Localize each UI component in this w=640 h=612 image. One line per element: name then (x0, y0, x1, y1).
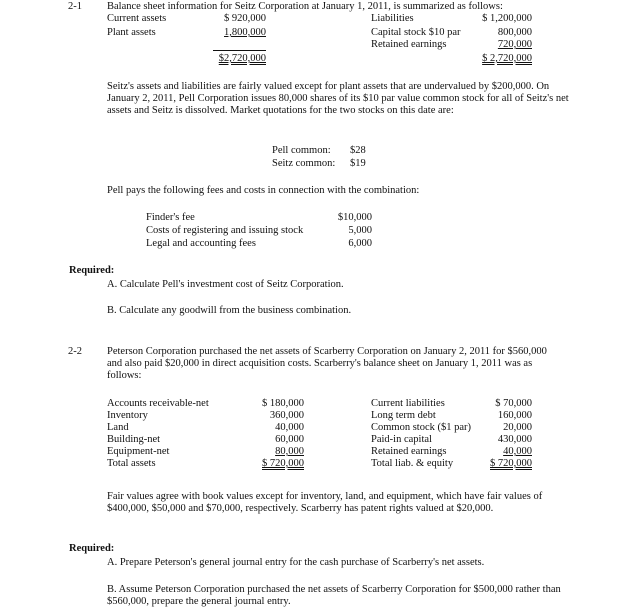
balance-value: $ 920,000 (224, 13, 266, 24)
balance-label: Total liab. & equity (371, 458, 454, 469)
problem-number: 2-2 (68, 346, 82, 357)
problem-intro: Peterson Corporation purchased the net assets of Scarberry Corporation on January 2, 2011 for $560,000 and also paid $20,000 in direct acquisition costs. Scarberry's balance sheet on January 1, 2011 was as follows: (107, 346, 547, 381)
required-item: B. Calculate any goodwill from the business combination. (107, 305, 352, 316)
balance-label: Total assets (107, 458, 156, 469)
fee-value: 6,000 (348, 238, 372, 249)
problem-narrative: Fair values agree with book values except for inventory, land, and equipment, which have fair values of $400,000, $50,000 and $70,000, respectively. Scarberry has patent rights valued at $20,000. (107, 491, 543, 514)
balance-value: 1,800,000 (224, 27, 266, 38)
problem-intro: Balance sheet information for Seitz Corporation at January 1, 2011, is summarized as follows: (107, 1, 503, 12)
balance-value: 80,000 (275, 446, 304, 457)
balance-label: Retained earnings (371, 446, 447, 457)
balance-value: 20,000 (503, 422, 532, 433)
balance-label: Equipment-net (107, 446, 170, 457)
balance-label: Retained earnings (371, 39, 447, 50)
balance-value: 40,000 (503, 446, 532, 457)
balance-value: 360,000 (269, 410, 304, 421)
balance-label: Capital stock $10 par (371, 27, 461, 38)
required-item: B. Assume Peterson Corporation purchased the net assets of Scarberry Corporation for $500,000 rather than $560,000, prepare the general journal entry. (107, 584, 561, 607)
fee-value: $10,000 (337, 212, 372, 223)
balance-label: Land (107, 422, 129, 433)
balance-value: 800,000 (497, 27, 532, 38)
balance-label: Current liabilities (371, 398, 445, 409)
required-item: A. Calculate Pell's investment cost of Seitz Corporation. (107, 279, 344, 290)
balance-value: $ 1,200,000 (482, 13, 532, 24)
balance-label: Common stock ($1 par) (371, 422, 472, 433)
balance-total: $ 720,000 (490, 458, 532, 469)
quote-label: Pell common: (272, 145, 331, 156)
balance-value: 40,000 (275, 422, 304, 433)
quote-label: Seitz common: (272, 158, 336, 169)
fee-label: Legal and accounting fees (146, 238, 256, 249)
fee-label: Costs of registering and issuing stock (146, 225, 304, 236)
balance-label: Current assets (107, 13, 167, 24)
balance-value: 60,000 (275, 434, 304, 445)
balance-total: $ 720,000 (262, 458, 304, 469)
total-rule (213, 50, 266, 51)
problem-number: 2-1 (68, 1, 82, 12)
balance-value: 160,000 (497, 410, 532, 421)
quote-value: $28 (350, 145, 366, 156)
balance-label: Accounts receivable-net (107, 398, 209, 409)
fee-label: Finder's fee (146, 212, 195, 223)
balance-value: 720,000 (497, 39, 532, 50)
balance-label: Liabilities (371, 13, 414, 24)
balance-label: Plant assets (107, 27, 156, 38)
fees-intro: Pell pays the following fees and costs in connection with the combination: (107, 185, 420, 196)
required-heading: Required: (69, 543, 115, 554)
balance-total: $2,720,000 (218, 53, 266, 64)
balance-value: $ 180,000 (262, 398, 304, 409)
problem-narrative: Seitz's assets and liabilities are fairly valued except for plant assets that are undervalued by $200,000. On January 2, 2011, Pell Corporation issues 80,000 shares of its $10 par value common stock for all of Seitz's net assets and Seitz is dissolved. Market quotations for the two stocks on this date are: (107, 81, 569, 116)
balance-value: $ 70,000 (495, 398, 532, 409)
required-item: A. Prepare Peterson's general journal entry for the cash purchase of Scarberry's net assets. (107, 557, 485, 568)
fee-value: 5,000 (348, 225, 372, 236)
balance-label: Long term debt (371, 410, 436, 421)
required-heading: Required: (69, 265, 115, 276)
balance-label: Inventory (107, 410, 148, 421)
balance-label: Paid-in capital (371, 434, 432, 445)
balance-total: $ 2,720,000 (482, 53, 532, 64)
balance-value: 430,000 (497, 434, 532, 445)
balance-label: Building-net (107, 434, 161, 445)
quote-value: $19 (350, 158, 366, 169)
